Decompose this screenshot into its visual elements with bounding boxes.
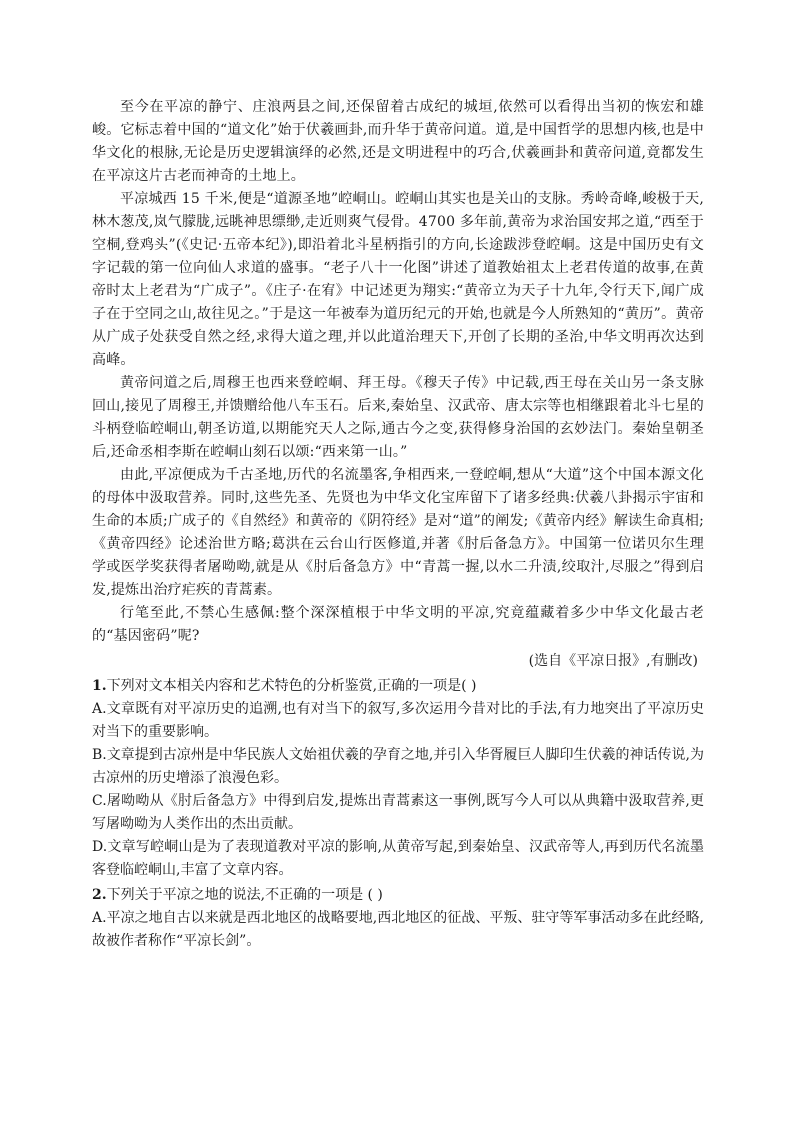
paragraph-3: 黄帝问道之后,周穆王也西来登崆峒、拜王母。《穆天子传》中记载,西王母在关山另一条支脉回山,接见了周穆王,并馈赠给他八车玉石。后来,秦始皇、汉武帝、唐太宗等也相继跟着北斗七星的斗柄登临崆峒山,朝圣访道,以期能究天人之际,通古今之变,获得修身治国的玄妙法门。秦始皇朝圣后,还命丞相李斯在崆峒山刻石以颂:“西来第一山。” (92, 375, 704, 460)
paragraph-4: 由此,平凉便成为千古圣地,历代的名流墨客,争相西来,一登崆峒,想从“大道”这个中国本源文化的母体中汲取营养。同时,这些先圣、先贤也为中华文化宝库留下了诸多经典:伏羲八卦揭示宇宙和生命的本质;广成子的《自然经》和黄帝的《阴符经》是对“道”的阐发;《黄帝内经》解读生命真相;《黄帝四经》论述治世方略;葛洪在云台山行医修道,并著《肘后备急方》。中国第一位诺贝尔生理学或医学奖获得者屠呦呦,就是从《肘后备急方》中“青蒿一握,以水二升渍,绞取汁,尽服之”得到启发,提炼出治疗疟疾的青蒿素。 (92, 467, 704, 598)
option-c: C.屠呦呦从《肘后备急方》中得到启发,提炼出青蒿素这一事例,既写今人可以从典籍中汲取营养,更写屠呦呦为人类作出的杰出贡献。 (92, 793, 704, 832)
paragraph-2: 平凉城西 15 千米,便是“道源圣地”崆峒山。崆峒山其实也是关山的支脉。秀岭奇峰,峻极于天,林木葱茂,岚气朦胧,远眺神思缥缈,走近则爽气侵骨。4700 多年前,黄帝为求治国安邦之道,“西至于空桐,登鸡头”(《史记·五帝本纪》),即沿着北斗星柄指引的方向,长途跋涉登崆峒。这是中国历史有文字记载的第一位向仙人求道的盛事。“老子八十一化图”讲述了道教始祖太上老君传道的故事,在黄帝时太上老君为“广成子”。《庄子·在宥》中记述更为翔实:“黄帝立为天子十九年,令行天下,闻广成子在于空同之山,故往见之。”于是这一年被奉为道历纪元的开始,也就是今人所熟知的“黄历”。黄帝从广成子处获受自然之经,求得大道之理,并以此道治理天下,开创了长期的圣治,中华文明再次达到高峰。 (92, 191, 704, 368)
option-b: B.文章提到古凉州是中华民族人文始祖伏羲的孕育之地,并引入华胥履巨人脚印生伏羲的神话传说,为古凉州的历史增添了浪漫色彩。 (92, 747, 704, 786)
option-a: A.平凉之地自古以来就是西北地区的战略要地,西北地区的征战、平叛、驻守等军事活动多在此经略,故被作者称作“平凉长剑”。 (92, 910, 704, 949)
source-citation: (选自《平凉日报》,有删改) (528, 653, 698, 669)
question-number: 1. (92, 678, 107, 694)
question-1 (92, 675, 704, 882)
question-text: 下列关于平凉之地的说法,不正确的一项是 ( ) (106, 887, 383, 903)
document-page (92, 96, 704, 953)
question-number: 2. (92, 887, 107, 903)
option-d: D.文章写崆峒山是为了表现道教对平凉的影响,从黄帝写起,到秦始皇、汉武帝等人,再到历代名流墨客登临崆峒山,丰富了文章内容。 (92, 839, 704, 878)
paragraph-5: 行笔至此,不禁心生感佩:整个深深植根于中华文明的平凉,究竟蕴藏着多少中华文化最古老的“基因密码”呢? (92, 605, 704, 644)
question-text: 下列对文本相关内容和艺术特色的分析鉴赏,正确的一项是( ) (106, 678, 477, 694)
question-2 (92, 884, 704, 953)
paragraph-1: 至今在平凉的静宁、庄浪两县之间,还保留着古成纪的城垣,依然可以看得出当初的恢宏和雄峻。它标志着中国的“道文化”始于伏羲画卦,而升华于黄帝问道。道,是中国哲学的思想内核,也是中华文化的根脉,无论是历史逻辑演绎的必然,还是文明进程中的巧合,伏羲画卦和黄帝问道,竟都发生在平凉这片古老而神奇的土地上。 (92, 99, 704, 184)
option-a: A.文章既有对平凉历史的追溯,也有对当下的叙写,多次运用今昔对比的手法,有力地突出了平凉历史对当下的重要影响。 (92, 701, 704, 740)
question-stem (92, 675, 704, 698)
question-stem (92, 884, 704, 907)
